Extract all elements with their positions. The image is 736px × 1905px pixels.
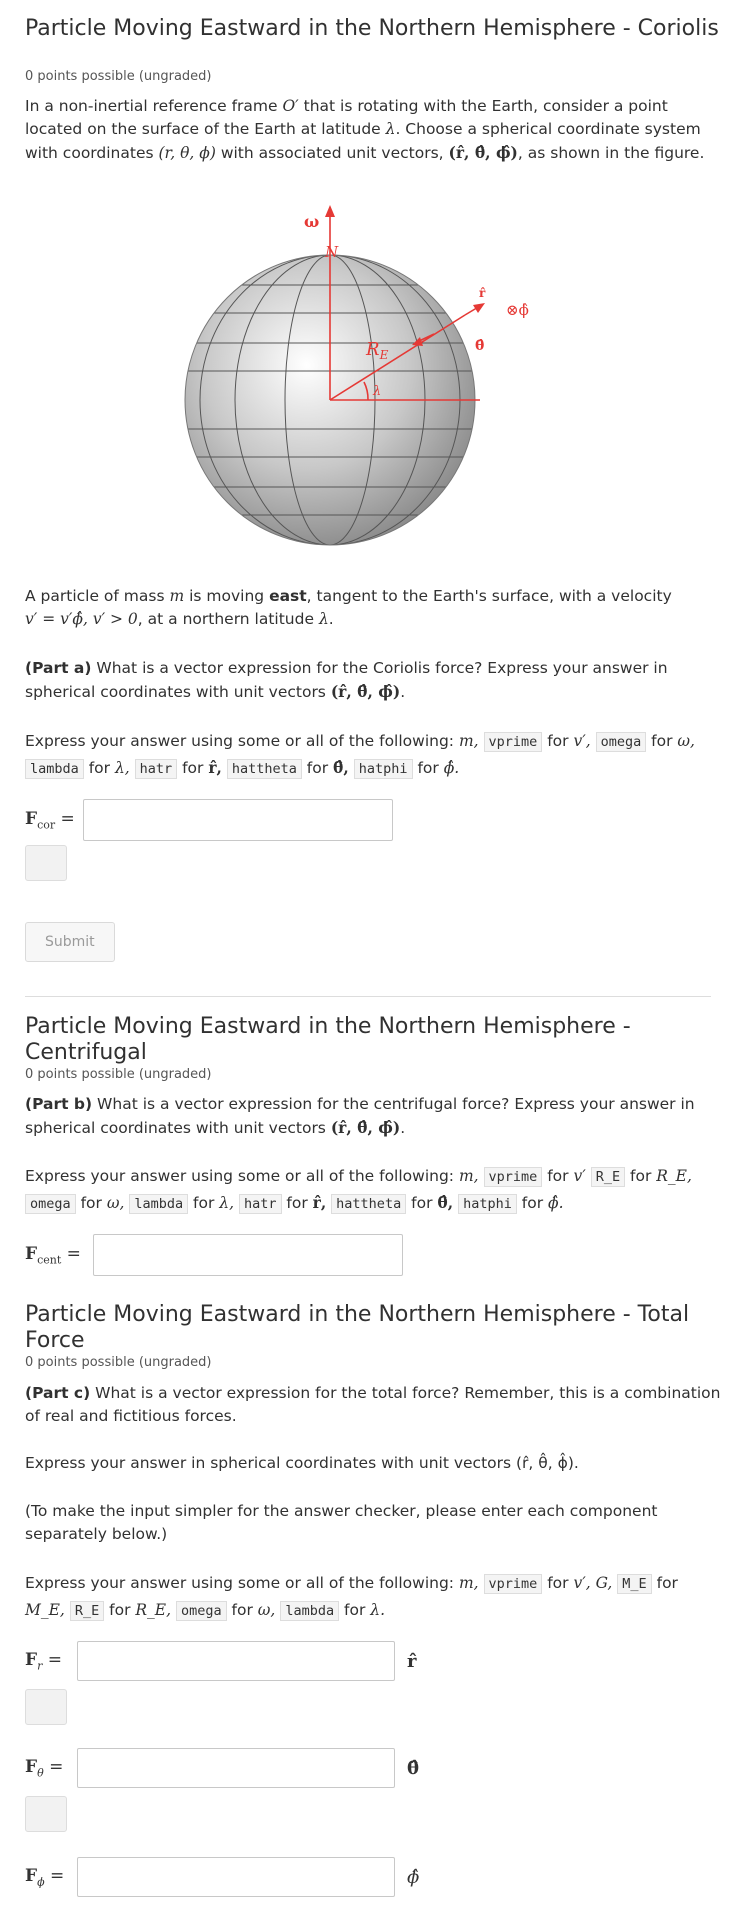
part-a-points: 0 points possible (ungraded) [25, 69, 212, 84]
var-sym: R_E, [656, 1167, 692, 1185]
var-sym: M_E, [25, 1601, 65, 1619]
coords-symbol: (r, θ, ϕ) [158, 144, 216, 162]
lambda-symbol: λ [385, 120, 396, 138]
mass-symbol: m, [458, 1574, 479, 1592]
part-c-question-text: What is a vector expression for the total force? Remember, this is a combination of real and fictitious forces. [25, 1384, 721, 1425]
part-c-question-bold: (Part c) [25, 1384, 91, 1402]
part-b-title: Particle Moving Eastward in the Northern Hemisphere - Centrifugal [25, 1014, 631, 1066]
var-text: for [542, 1167, 574, 1185]
var-code: omega [25, 1194, 76, 1214]
intro-text: In a non-inertial reference frame [25, 97, 283, 115]
coriolis-label: $F_{cor}$ = [25, 808, 75, 832]
fr-input[interactable] [77, 1641, 395, 1681]
intro-text: , as shown in the figure. [517, 144, 705, 162]
centrifugal-label: $F_{cent}$ = [25, 1243, 81, 1267]
var-text: for [104, 1601, 136, 1619]
var-text: for [406, 1194, 438, 1212]
mass-symbol: m, [458, 1167, 479, 1185]
phihat-label: ⊗ϕ̂ [506, 301, 529, 319]
var-text: for [281, 1194, 313, 1212]
var-sym: ϕ̂. [443, 759, 460, 777]
var-text: for [339, 1601, 371, 1619]
var-code: hattheta [227, 759, 302, 779]
part-a-question [25, 657, 715, 704]
part-b-question-bold: (Part b) [25, 1095, 93, 1113]
ftheta-input-row [25, 1748, 419, 1788]
part-a-title: Particle Moving Eastward in the Northern Hemisphere - Coriolis [25, 16, 719, 41]
ftheta-unit: θ̂ [407, 1757, 420, 1779]
var-code: M_E [617, 1574, 651, 1594]
var-sym: v′, G, [573, 1574, 613, 1592]
part-b-question-text: What is a vector expression for the centrifugal force? Express your answer in spherical coordinates with unit vectors [25, 1095, 695, 1137]
express-text: Express your answer using some or all of the following: [25, 1167, 459, 1185]
lambda-label: λ [373, 384, 382, 399]
north-label: N [325, 243, 339, 261]
var-text: for [516, 1194, 549, 1212]
units-symbol: (r̂, θ̂, ϕ̂) [330, 1118, 401, 1137]
rhat-label: r̂ [479, 286, 486, 300]
var-sym: R_E, [135, 1601, 172, 1619]
fr-unit: r̂ [407, 1650, 417, 1672]
var-text: for [75, 1194, 107, 1212]
thetahat-label: θ̂ [475, 338, 485, 354]
fphi-input-row [25, 1857, 419, 1897]
var-code: vprime [484, 732, 543, 752]
var-code: hatr [239, 1194, 282, 1214]
var-sym: λ. [370, 1601, 386, 1619]
var-code: hatphi [458, 1194, 517, 1214]
var-sym: λ, [114, 759, 130, 777]
fr-label: $F_r$ = [25, 1649, 62, 1673]
var-code: hatphi [354, 759, 413, 779]
part-c-note: (To make the input simpler for the answer checker, please enter each component separately below.) [25, 1502, 658, 1543]
coriolis-input-row [25, 799, 393, 841]
var-code: lambda [25, 759, 84, 779]
part-a-question-text: What is a vector expression for the Coriolis force? Express your answer in spherical coordinates with unit vectors [25, 659, 668, 701]
earth-figure [180, 205, 560, 560]
fr-input-row [25, 1641, 416, 1681]
var-sym: v′, [573, 732, 591, 750]
particle-text: A particle of mass [25, 587, 170, 605]
var-text: for [412, 759, 444, 777]
var-sym: θ̂, [333, 758, 349, 777]
centrifugal-input-row [25, 1234, 403, 1276]
var-sym: ϕ̂. [548, 1194, 564, 1212]
var-sym: v′ [573, 1167, 586, 1185]
units-symbol: (r̂, θ̂, ϕ̂) [448, 143, 518, 162]
var-code: lambda [129, 1194, 188, 1214]
part-c-question [25, 1382, 725, 1428]
coriolis-status [25, 845, 67, 881]
particle-text: , tangent to the Earth's surface, with a velocity [306, 587, 672, 605]
var-code: omega [176, 1601, 227, 1621]
mass-symbol: m [169, 587, 185, 605]
particle-bold: east [269, 587, 307, 605]
part-b-question-text: . [400, 1119, 406, 1137]
var-sym: ω, [257, 1601, 276, 1619]
divider [25, 996, 711, 997]
var-code: omega [596, 732, 647, 752]
part-c-title: Particle Moving Eastward in the Northern Hemisphere - Total Force [25, 1302, 690, 1354]
ftheta-label: $F_\theta$ = [25, 1756, 64, 1780]
part-a-question-bold: (Part a) [25, 659, 92, 677]
var-sym: ω, [677, 732, 695, 750]
ftheta-input[interactable] [77, 1748, 395, 1788]
part-c-points: 0 points possible (ungraded) [25, 1355, 212, 1370]
fphi-unit: ϕ̂ [407, 1866, 420, 1888]
var-sym: λ, [219, 1194, 235, 1212]
units-symbol: (r̂, θ̂, ϕ̂) [330, 682, 401, 701]
part-b-express [25, 1163, 715, 1217]
var-text: for [651, 1574, 678, 1592]
particle-text: , at a northern latitude [137, 610, 319, 628]
var-code: hattheta [331, 1194, 406, 1214]
part-b-points: 0 points possible (ungraded) [25, 1067, 212, 1082]
var-sym: ω, [106, 1194, 125, 1212]
var-text: for [542, 732, 574, 750]
part-b-question [25, 1093, 715, 1140]
part-a-express [25, 728, 715, 782]
var-text: for [542, 1574, 574, 1592]
var-code: lambda [280, 1601, 339, 1621]
submit-button[interactable]: Submit [25, 922, 115, 962]
re-label: $R_E$ [366, 339, 389, 362]
part-c-units: Express your answer in spherical coordinates with unit vectors (r̂, θ̂, ϕ̂). [25, 1454, 579, 1472]
fphi-input[interactable] [77, 1857, 395, 1897]
frame-symbol: O′ [282, 97, 299, 115]
omega-label: ω [304, 212, 320, 231]
part-a-intro [25, 95, 715, 165]
var-code: vprime [484, 1574, 543, 1594]
fr-status [25, 1689, 67, 1725]
var-sym: r̂, [312, 1193, 327, 1212]
particle-description [25, 585, 715, 631]
var-sym: θ̂, [437, 1193, 454, 1212]
coriolis-input[interactable] [83, 799, 393, 841]
centrifugal-input[interactable] [93, 1234, 403, 1276]
var-sym: r̂, [208, 758, 222, 777]
fphi-label: $F_\phi$ = [25, 1865, 65, 1889]
var-text: for [177, 759, 209, 777]
var-code: R_E [591, 1167, 625, 1187]
express-text: Express your answer using some or all of the following: [25, 732, 459, 750]
particle-text: . [328, 610, 334, 628]
var-code: R_E [70, 1601, 104, 1621]
part-a-question-text: . [400, 683, 406, 701]
part-c-express [25, 1570, 715, 1624]
var-text: for [83, 759, 115, 777]
intro-text: with associated unit vectors, [215, 144, 449, 162]
var-text: for [226, 1601, 258, 1619]
var-text: for [188, 1194, 220, 1212]
var-text: for [625, 1167, 657, 1185]
var-code: vprime [484, 1167, 543, 1187]
intro-text: . Choose a spherical coordinate system with coordinates [25, 120, 701, 162]
var-text: for [646, 732, 678, 750]
mass-symbol: m, [458, 732, 479, 750]
ftheta-status [25, 1796, 67, 1832]
intro-text: that is rotating with the Earth, consider a point located on the surface of the Earth at latitude [25, 97, 668, 138]
var-text: for [301, 759, 334, 777]
velocity-symbol: v′ = v′ϕ̂, v′ > 0 [25, 610, 138, 628]
express-text: Express your answer using some or all of the following: [25, 1574, 459, 1592]
var-code: hatr [135, 759, 178, 779]
lambda-symbol: λ [318, 610, 329, 628]
particle-text: is moving [184, 587, 270, 605]
